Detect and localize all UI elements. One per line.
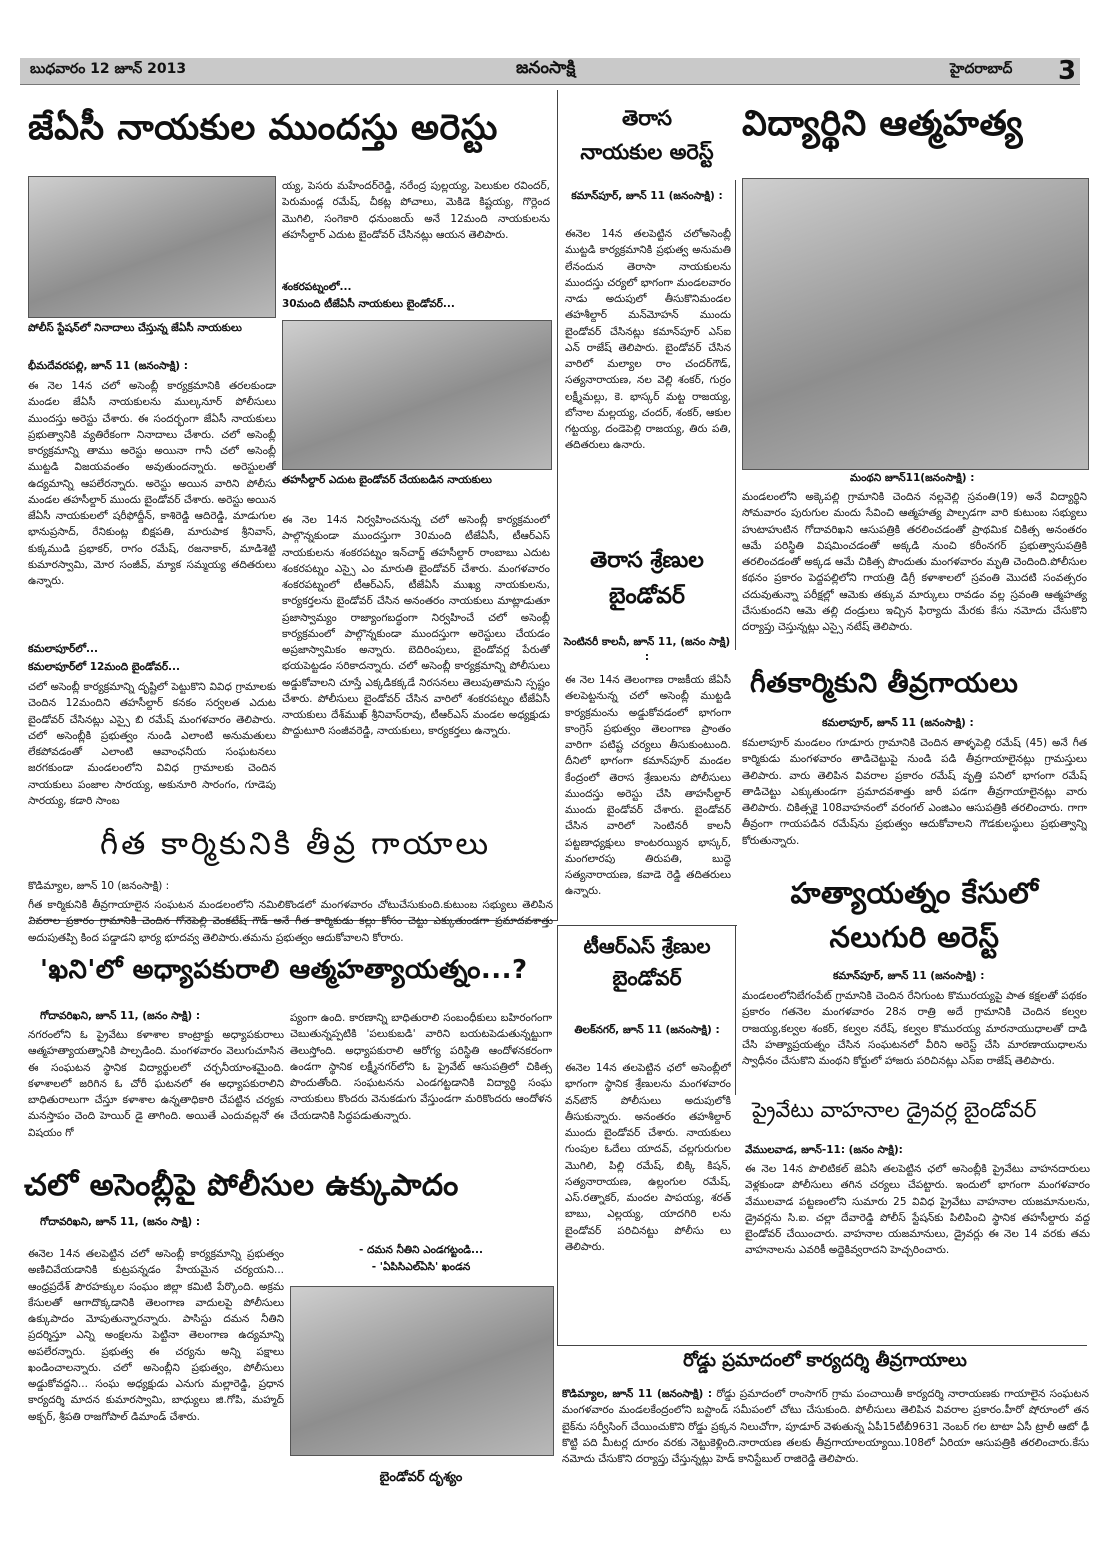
police-headline: చలో అసెంబ్లీపై పోలీసుల ఉక్కుపాదం	[24, 1168, 459, 1203]
story1-photo	[28, 176, 276, 318]
trs-workers-dateline: తిలక్‌నగర్, జూన్ 11 (జనంసాక్షి) :	[574, 1024, 720, 1036]
story1-continuation: య్య, పెసరు మహేందర్‌రెడ్డి, నరేంద్ర పుల్లయ్య, పెలుకుల రవిందర్, పెరుమండ్ల రమేష్, చీకట్ల పోచాలు, మెకిడె కిష్టయ్య, గొర్లెంద మొగిలి, సంగెకారి ధనుంజయ్ అనే 12మంది నాయకులను తహసీల్దార్ ఎదుట బైండోవర్ చేసినట్లు ఆయన తెలిపారు.	[282, 180, 550, 241]
story1-headline: జేఏసీ నాయకుల ముందస్తు అరెస్టు	[28, 108, 498, 148]
toddy-right-dateline: కమలాపూర్, జూన్ 11 (జనంసాక్షి) :	[822, 717, 974, 729]
shankarapatnam-subheading: 30మంది టీజేఏసీ నాయకులు బైండోవర్...	[282, 298, 455, 310]
student-dateline: మంథని జూన్11(జనంసాక్షి) :	[850, 472, 975, 484]
teacher-body-col1: నగరంలోని ఓ ప్రైవేటు కళాశాల కాంట్రాక్టు అధ్యాపకురాలు ఆత్మహత్యాయత్నానికి పాల్పడింది. మంగళవారం వెలుగుచూసిన ఈ సంఘటన స్థానిక విద్యార్థులలో చర్చనీయాంశమైంది. కళాశాలలో జరిగిన ఓ చోరీ ఘటనలో ఈ అధ్యాపకురాలిని బాధితురాలుగా చేస్తూ కళాశాల ఉన్నతాధికారి చేపట్టిన చర్యకు మనస్తాపం చెంది హెయిర్ డై తాగింది. అయితే ఎందువల్లనో ఈ విషయం గో	[28, 1029, 284, 1139]
trs-body: ఈనెల 14న తలపెట్టిన చలోఅసెంబ్లీ ముట్టడి కార్యక్రమానికి ప్రభుత్వ అనుమతి లేనందున తెరాసా నాయకులను ముందస్తు చర్యలో భాగంగా మండలవారం నాడు అదుపులో తీసుకొనిమండల తహశీల్దార్ మన్‌మోహన్ ముందు బైండోవర్ చేసినట్లు కమాన్‌పూర్ ఎస్ఐ ఎన్ రాజేష్ తెలిపారు. బైండోవర్ చేసిన వారిలో మల్యాల రాం చందర్‌గౌడ్, సత్యనారాయణ, నల వెల్లి శంకర్, గుర్రం లక్ష్మీమల్లు, కె. భాస్కర్ మట్ట రాజయ్య, బోనాల మల్లయ్య, చందర్, శంకర్, ఆకుల గట్టయ్య, దండెపెల్లి రాజయ్య, తిరు పతి, తదితరులు ఉనారు.	[565, 228, 731, 452]
police-photo-caption: బైండోవర్ దృశ్యం	[379, 1470, 463, 1485]
drivers-headline: ప్రైవేటు వాహనాల డ్రైవర్ల బైండోవర్	[752, 1098, 1037, 1122]
issue-date: బుధవారం 12 జూన్ 2013	[30, 61, 187, 77]
police-photo	[290, 1286, 554, 1456]
toddy-left-dateline: కొడిమ్యాల, జూన్ 10 (జనంసాక్షి) :	[28, 880, 170, 892]
column-rule	[735, 925, 736, 1095]
story1-photo2	[282, 320, 552, 470]
police-dateline: గోదావరిఖని, జూన్ 11, (జనం సాక్షి) :	[40, 1216, 201, 1228]
trs-workers-headline-line2: బైండోవర్	[612, 966, 682, 990]
road-headline: రోడ్డు ప్రమాదంలో కార్యదర్శి తీవ్రగాయాలు	[683, 1350, 967, 1371]
toddy-right-body: కమలాపూర్ మండలం గూడూరు గ్రామానికి చెందిన తాళ్ళపెల్లి రమేష్ (45) అనే గీత కార్మికుడు మంగళవారం తాడిచెట్టుపై నుండి పడి తీవ్రగాయాలైనట్లు గ్రామస్తులు తెలిపారు. వారు తెలిపిన వివరాల ప్రకారం రమేష్ వృత్తి పనిలో భాగంగా రమేష్ తాడిచెట్టు ఎక్కుతుండగా ప్రమాదవశాత్తు జారీ పడగా తీవ్రగాయాలైనట్లు వారు తెలిపారు. చికిత్సకై 108వాహనంలో వరంగల్ ఎంజిఎం ఆసుపత్రికి తరలించారు. గాగా తీవ్రంగా గాయపడిన రమేష్‌ను ప్రభుత్వం ఆదుకోవాలని గౌడకులస్థులు ప్రభుత్వాన్ని కోరుతున్నారు.	[742, 737, 1087, 847]
column-rule	[557, 90, 558, 920]
student-photo	[742, 178, 1089, 470]
road-dateline: కొడిమ్యాల, జూన్ 11 (జనంసాక్షి) :	[562, 1388, 713, 1400]
trs-headline-line1: తెరాస	[621, 106, 673, 130]
drivers-body: ఈ నెల 14న పొలిటికల్ జెఏసి తలపెట్టిన ఛలో అసెంబ్లీకి ప్రైవేటు వాహనదారులు వెళ్లకుండా పోలీసులు తగిన చర్యలు చేపట్టారు. ఇందులో భాగంగా మంగళవారం వేములవాడ పట్టణంలోని సుమారు 25 వివిధ ప్రైవేటు వాహనాల యజమానులను, డ్రైవర్లను సి.ఐ. చల్లా దేవారెడ్డి పోలీస్ స్టేషన్‌కు పిలిపించి స్థానిక తహసీల్దారు వద్ద బైండోవర్ చేయించారు. వాహనాల యజమానులు, డ్రైవర్లు ఈ నెల 14 వరకు తమ వాహనాలను ఎవరికీ అద్దెకివ్వరాదని హెచ్చరించారు.	[745, 1163, 1090, 1257]
trs-binding-body: ఈ నెల 14న తెలంగాణ రాజకీయ జేఏసీ తలపెట్టనున్న చలో అసెంబ్లీ ముట్టడి కార్యక్రమంను అడ్డుకోవడంలో భాగంగా కాంగ్రెస్ ప్రభుత్వం తెలంగాణ ప్రాంతం వారిగా పటిష్ట చర్యలు తీసుకుంటుంది. దీనిలో భాగంగా కమాన్‌పూర్ మండల కేంద్రంలో తెరాస శ్రేణులను పోలీసులు ముందస్తు అరెస్టు చేసి తాహసీల్దార్ ముందు బైండోవర్ చేశారు. బైండోవర్ చేసిన వారిలో సెంటినరీ కాలనీ పట్టణాధ్యక్షులు కాంటరయ్యిన భాస్కర్, మంగలారపు తిరుపతి, బుద్ధె సత్యనారాయణ, కవాడె రెడ్డి తదితరులు ఉన్నారు.	[565, 674, 731, 898]
student-body: మండలంలోని అక్కెపల్లి గ్రామానికి చెందిన నల్లవెల్లి స్రవంతి(19) అనే విద్యార్థిని సోమవారం పురుగుల మందు సేవించి ఆత్మహత్య పాల్పడగా వారి కుటుంబ సభ్యులు హుటాహుటిన గోదావరిఖని ఆసుపత్రికి తరలించడంతో ప్రాథమిక చికిత్స అనంతరం ఆమే పరిస్థితి విషమించడంతో అక్కడి నుంచి కరీంనగర్ ప్రభుత్వాసుపత్రికి తరలించడంతో అక్కడ ఆమే చికిత్స పొందుతు మంగళవారం మృతి చెందింది.పోలీసుల కథనం ప్రకారం పెద్దపల్లిలోని గాయత్రి డిగ్రీ కళాశాలలో స్రవంతి మొదటి సంవత్సరం చదువుతున్నా పరీక్షల్లో ఆమెకు తక్కువ మార్కులు రావడం వల్ల స్రవంతి ఆత్మహత్య చేసుకుందని ఆమె తల్లి దండ్రులు ఇచ్చిన ఫిర్యాదు మేరకు కేసు నమోదు చేసుకొని దర్యాప్తు చెస్తున్నట్లు ఎస్సై నటేష్ తెలిపారు.	[742, 491, 1087, 634]
column-rule	[557, 925, 558, 1345]
road-body	[562, 1386, 1089, 1526]
trs-binding-dateline: సెంటినరీ కాలనీ, జూన్ 11, (జనం సాక్షి) :	[563, 636, 731, 663]
trs-workers-headline-line1: టీఆర్ఎస్ శ్రేణుల	[583, 934, 711, 958]
trs-binding-headline-line2: బైండోవర్	[609, 584, 685, 609]
story1-sub-heading: కమలాపూర్‌లో...	[28, 643, 98, 655]
story1-sub-dateline: కమలాపూర్‌లో 12మంది బైండోవర్...	[28, 661, 181, 673]
police-pullquote-line1: - దమన నీతిని ఎండగట్టండి...	[358, 1244, 484, 1256]
story1-body: ఈ నెల 14న చలో అసెంబ్లీ కార్యక్రమానికి తరలకుండా మండల జేఏసీ నాయకులను ముల్కనూర్ పోలీసులు ముందస్తు అరెస్టు చేశారు. ఈ సందర్భంగా జేఏసీ నాయకులు ప్రభుత్వానికి వ్యతిరేకంగా నినాదాలు చేశారు. చలో అసెంబ్లీ కార్యక్రమాన్ని తాము అరెస్టు అయినా గానీ చలో అసెంబ్లీ ముట్టడి విజయవంతం అవుతుందన్నారు. అరెస్టులతో ఉద్యమాన్ని ఆపలేరన్నారు. అరెస్టు అయిన వారిని పోలీసు మండల తహసీల్దార్ ముందు బైండోవర్ చేశారు. అరెస్టు అయిన జేఏసీ నాయకులలో షరీఫోద్దీన్, కాశిరెడ్డి ఆదిరెడ్డి, మాడుగుల భానుప్రసాద్, రేనికుంట్ల బిక్షపతి, మారుపాక శ్రీనివాస్, కుక్కముడి ప్రభాకర్, రాగం రమేష్, రజనాకార్, మాడిశెట్టి కుమారస్వామి, మోర సంజీవ్, మ్యాక సమ్మయ్య తదితరులు ఉన్నారు.	[28, 380, 276, 588]
trs-dateline: కమాన్‌పూర్, జూన్ 11 (జనంసాక్షి) :	[571, 190, 723, 202]
drivers-dateline: వేములవాడ, జూన్-11: (జనం సాక్షి):	[745, 1144, 903, 1156]
police-body: ఈనెల 14న తలపెట్టిన చలో అసెంబ్లీ కార్యక్రమాన్ని ప్రభుత్వం అణిచివేయడానికి కుట్రపన్నడం హేయమైన చర్యయని... ఆంధ్రప్రదేశ్ పౌరహక్కుల సంఘం జిల్లా కమిటి పేర్కొంది. అక్రమ కేసులతో ఆగాదొక్కడానికి తెలంగాణ వాదులపై పోలీసులు ఉక్కుపాదం మోపుతున్నారన్నారు. పాసిస్టు దమన నీతిని ప్రదర్శిస్తూ ఎన్ని అంక్షలను పెట్టినా తెలంగాణ ఉద్యమాన్ని అపలేరన్నారు. ప్రభుత్వ ఈ చర్యను అన్ని పక్షాలు ఖండించాలన్నారు. చలో అసెంబ్లీని ప్రభుత్వం, పోలీసులు అడ్డుకోవద్దని... సంఘ అధ్యక్షుడు ఎనుగు మల్లారెడ్డి, ప్రధాన కార్యదర్శి మాదన కుమారస్వామి, బాధ్యులు జి.గోపి, మహ్మద్ అక్బర్, శ్రీపతి రాజగోపాల్ డిమాండ్ చేశారు.	[28, 1248, 284, 1423]
column-rule	[735, 180, 736, 650]
shankarapatnam-body: ఈ నెల 14న నిర్వహించనున్న చలో అసెంబ్లీ కార్యక్రమంలో పాల్గొన్నకుండా ముందస్తుగా 30మంది టీజేఏసీ, టీఆర్ఎస్ నాయకులను శంకరపట్నం ఇన్‌చార్జ్ తహసీల్దార్ రాంబాబు ఎదుట శంకరపట్నం ఎస్సై ఎం మారుతి బైండోవర్ చేశారు. మంగళవారం శంకరపట్నంలో టీఆర్ఎస్, టీజేఏసీ ముఖ్య నాయకులను, కార్యకర్తలను బైండోవర్ చేసిన అనంతరం నాయకులు మాట్లాడుతూ ప్రజాస్వామ్యం రాజ్యాంగబద్ధంగా నిర్వహించే చలో అసెంబ్లీ కార్యక్రమంలో పాల్గొన్నకుండా ముందస్తుగా అరెస్టులు చేయడం అప్రజాస్వామికం అన్నారు. బెదిరింపులు, బైండోవర్ల పేరుతో భయపెట్టడం సరికాదన్నారు. చలో అసెంబ్లీ కార్యక్రమాన్ని పోలీసులు అడ్డుకోవాలని చూస్తే ఎక్కడికక్కడే నిరసనలు తెలుపుతామని స్పష్టం చేశారు. పోలీసులు బైండోవర్ చేసిన వారిలో శంకరపట్నం టీజేఏసీ నాయకులు దేశ్‌ముఖ్ శ్రీనివాస్‌రావు, టీఆర్ఎస్ మండల అధ్యక్షుడు పొద్దుటూరి సంజీవరెడ్డి, నాయకులు, కార్యకర్తలు ఉన్నారు.	[282, 514, 550, 738]
teacher-body-col2: ప్యంగా ఉంది. కారణాన్ని బాధితురాలి సంబంధీకులు బహిరంగంగా చెబుతున్నప్పటికి 'పలుకుబడి' వారిని బయటపెడుతున్నట్టుగా తెలుస్తోంది. అధ్యాపకురాలి ఆరోగ్య పరిస్థితి ఆందోళనకరంగా ఉండగా స్థానిక లక్ష్మీనగర్‌లోని ఓ ప్రైవేట్ ఆసుపత్రిలో చికిత్స పొందుతోంది. సంఘటనను ఎండగట్టడానికి విద్యార్థి సంఘ నాయకులు కొందరు వెనుకడుగు వేస్తుండగా మరికొందరు ఆందోళన చేయడానికి సిద్ధపడుతున్నారు.	[290, 1012, 552, 1122]
trs-binding-headline-line1: తెరాస శ్రేణుల	[590, 548, 704, 573]
masthead-logo: జనంసాక్షి	[516, 58, 576, 78]
student-headline: విద్యార్థిని ఆత్మహత్య	[742, 104, 1024, 144]
police-pullquote-line2: - 'ఏపిసిఎల్ఏసి' ఖండన	[371, 1261, 471, 1273]
story1-photo2-caption: తహసీల్దార్ ఎదుట బైండోవర్ చేయబడిన నాయకులు	[282, 474, 492, 486]
section-rule	[557, 925, 737, 926]
story1-photo-caption: పోలీస్ స్టేషన్‌లో నినాదాలు చేస్తున్న జేఏసీ నాయకులు	[28, 322, 242, 334]
toddy-left-headline: గీత కార్మికునికి తీవ్ర గాయాలు	[100, 826, 492, 862]
murder-body: మండలంలోనిబేగంపేట్ గ్రామానికి చెందిన రేనిగుంట కొమురయ్యపై పాత కక్షలతో పథకం ప్రకారం గతనెల మంగళవారం 28న రాత్రి అదే గ్రామానికి చెందిన కల్వల రాజయ్య,కల్వల శంకర్, కల్వల నరేష్, కల్వల కొమురయ్య మారనాయుధాలతో దాడి చేసి హత్యాప్రయత్నం చేసిన సంఘటనలో వీరిని అరెస్ట్ చేసి మారణాయుధాలను స్వాధీనం చేసుకొని మంథని కోర్టులో హాజరు పరిచినట్లు ఎస్ఐ రాజేష్ తెలిపారు.	[742, 990, 1087, 1068]
trs-headline-line2: నాయకుల అరెస్ట్	[580, 140, 714, 164]
edition-city: హైదరాబాద్	[950, 61, 1013, 77]
toddy-left-body: గీత కార్మికునికి తీవ్రగాయాలైన సంఘటన మండలంలోని నమిలికొండలో మంగళవారం చోటుచేసుకుంది.కుటుంబ సభ్యులు తెలిపిన వివరాల ప్రకారం గ్రామానికి చెందిన గోనెపెల్లి వెంకటేష్ గౌడ్ అనే గీత కార్మికుడు కల్లు కోసం చెట్టు ఎక్కుతుండగా ప్రమాదవశాత్తు అదుపుతప్పి కింద పడ్డాడని భార్య భూదవ్వ తెలిపారు.తమను ప్రభుత్వం ఆదుకోవాలని కోరారు.	[28, 899, 553, 944]
story1-dateline: భీమదేవరపల్లి, జూన్ 11 (జనంసాక్షి) :	[28, 360, 188, 372]
murder-dateline: కమాన్‌పూర్, జూన్ 11 (జనంసాక్షి) :	[833, 970, 985, 982]
teacher-headline: 'ఖని'లో అధ్యాపకురాలి ఆత్మహత్యాయత్నం...?	[40, 955, 528, 985]
murder-headline-line2: నలుగురి అరెస్ట్	[829, 920, 1000, 954]
toddy-right-headline: గీతకార్మికుని తీవ్రగాయలు	[750, 668, 1019, 699]
road-text: రోడ్డు ప్రమాదంలో రాంసాగర్ గ్రామ పంచాయితీ కార్యదర్శి నారాయణకు గాయాలైన సంఘటన మంగళవారం మండలకేంద్రంలోని బస్టాండ్ సమీపంలో చోటు చేసుకుంది. పోలీసులు తెలిపిన వివరాల ప్రకారం.హీరో షోరూంలో తన బైక్‌ను సర్వీసింగ్ చేయించుకొని రోడ్డు ప్రక్కన నిలుచోగా, పూడూర్ వెళుతున్న ఏపీ15టీబీ9631 నెంబర్ గల టాటా ఏసీ ట్రాలీ ఆటో ఢీ కొట్టి పది మీటర్ల దూరం వరకు నెట్టుకెళ్లింది.నారాయణ తలకు తీవ్రగాయాలయ్యాయి.108లో ఏరియా ఆసుపత్రికి తరలించారు.కేసు నమోదు చేసుకొని దర్యాప్తు చేస్తున్నట్లు హెడ్ కానిస్టేబుల్ రాజిరెడ్డి తెలిపారు.	[562, 1388, 1089, 1466]
page-header	[20, 58, 1080, 85]
story1-sub-body: చలో అసెంబ్లీ కార్యక్రమాన్ని దృష్టిలో పెట్టుకొని వివిధ గ్రామాలకు చెందిన 12మందిని తహసీల్దార్ కనకం సర్వలత ఎదుట బైండోవర్ చేసినట్లు ఎస్సై బి రమేష్ మంగళవారం తెలిపారు. చలో అసెంబ్లీకి ప్రభుత్వం నుండి ఎలాంటి అనుమతులు లేకపోవడంతో ఎలాంటి ఆవాంఛనీయ సంఘటనలు జరగకుండా మండలంలోని వివిధ గ్రామాలకు చెందిన నాయకులు పంజాల సారయ్య, అకునూరి సారంగం, గూడెపు సారయ్య, కడారి సాంబ	[28, 681, 276, 807]
shankarapatnam-heading: శంకరపట్నంలో...	[282, 281, 352, 293]
section-rule	[557, 1345, 1087, 1346]
murder-headline-line1: హత్యాయత్నం కేసులో	[790, 876, 1039, 910]
teacher-dateline: గోదావరిఖని, జూన్ 11, (జనం సాక్షి) :	[40, 1010, 201, 1022]
page-number: 3	[1058, 56, 1077, 86]
trs-workers-body: ఈనెల 14న తలపెట్టిన ఛలో అసెంబ్లీలో భాగంగా స్థానిక శ్రేణులను మంగళవారం వన్‌టౌన్ పోలీసులు అదుపులోకి తీసుకున్నారు. అనంతరం తహశీల్దార్ ముందు బైండోవర్ చేశారు. నాయకులు గుంపుల ఓదేలు యాదవ్, చల్లగురుగుల మొగిలి, పిల్లి రమేష్, బిక్కి కిషన్, సత్యనారాయణ, ఉల్లంగుల రమేష్, ఎస్.రత్నాకర్, మందల పాపయ్య, శరత్ బాబు, ఎల్లయ్య, యాదగిరి లను బైండోవర్ పరిచినట్టు పోలీసు లు తెలిపారు.	[565, 1062, 731, 1253]
